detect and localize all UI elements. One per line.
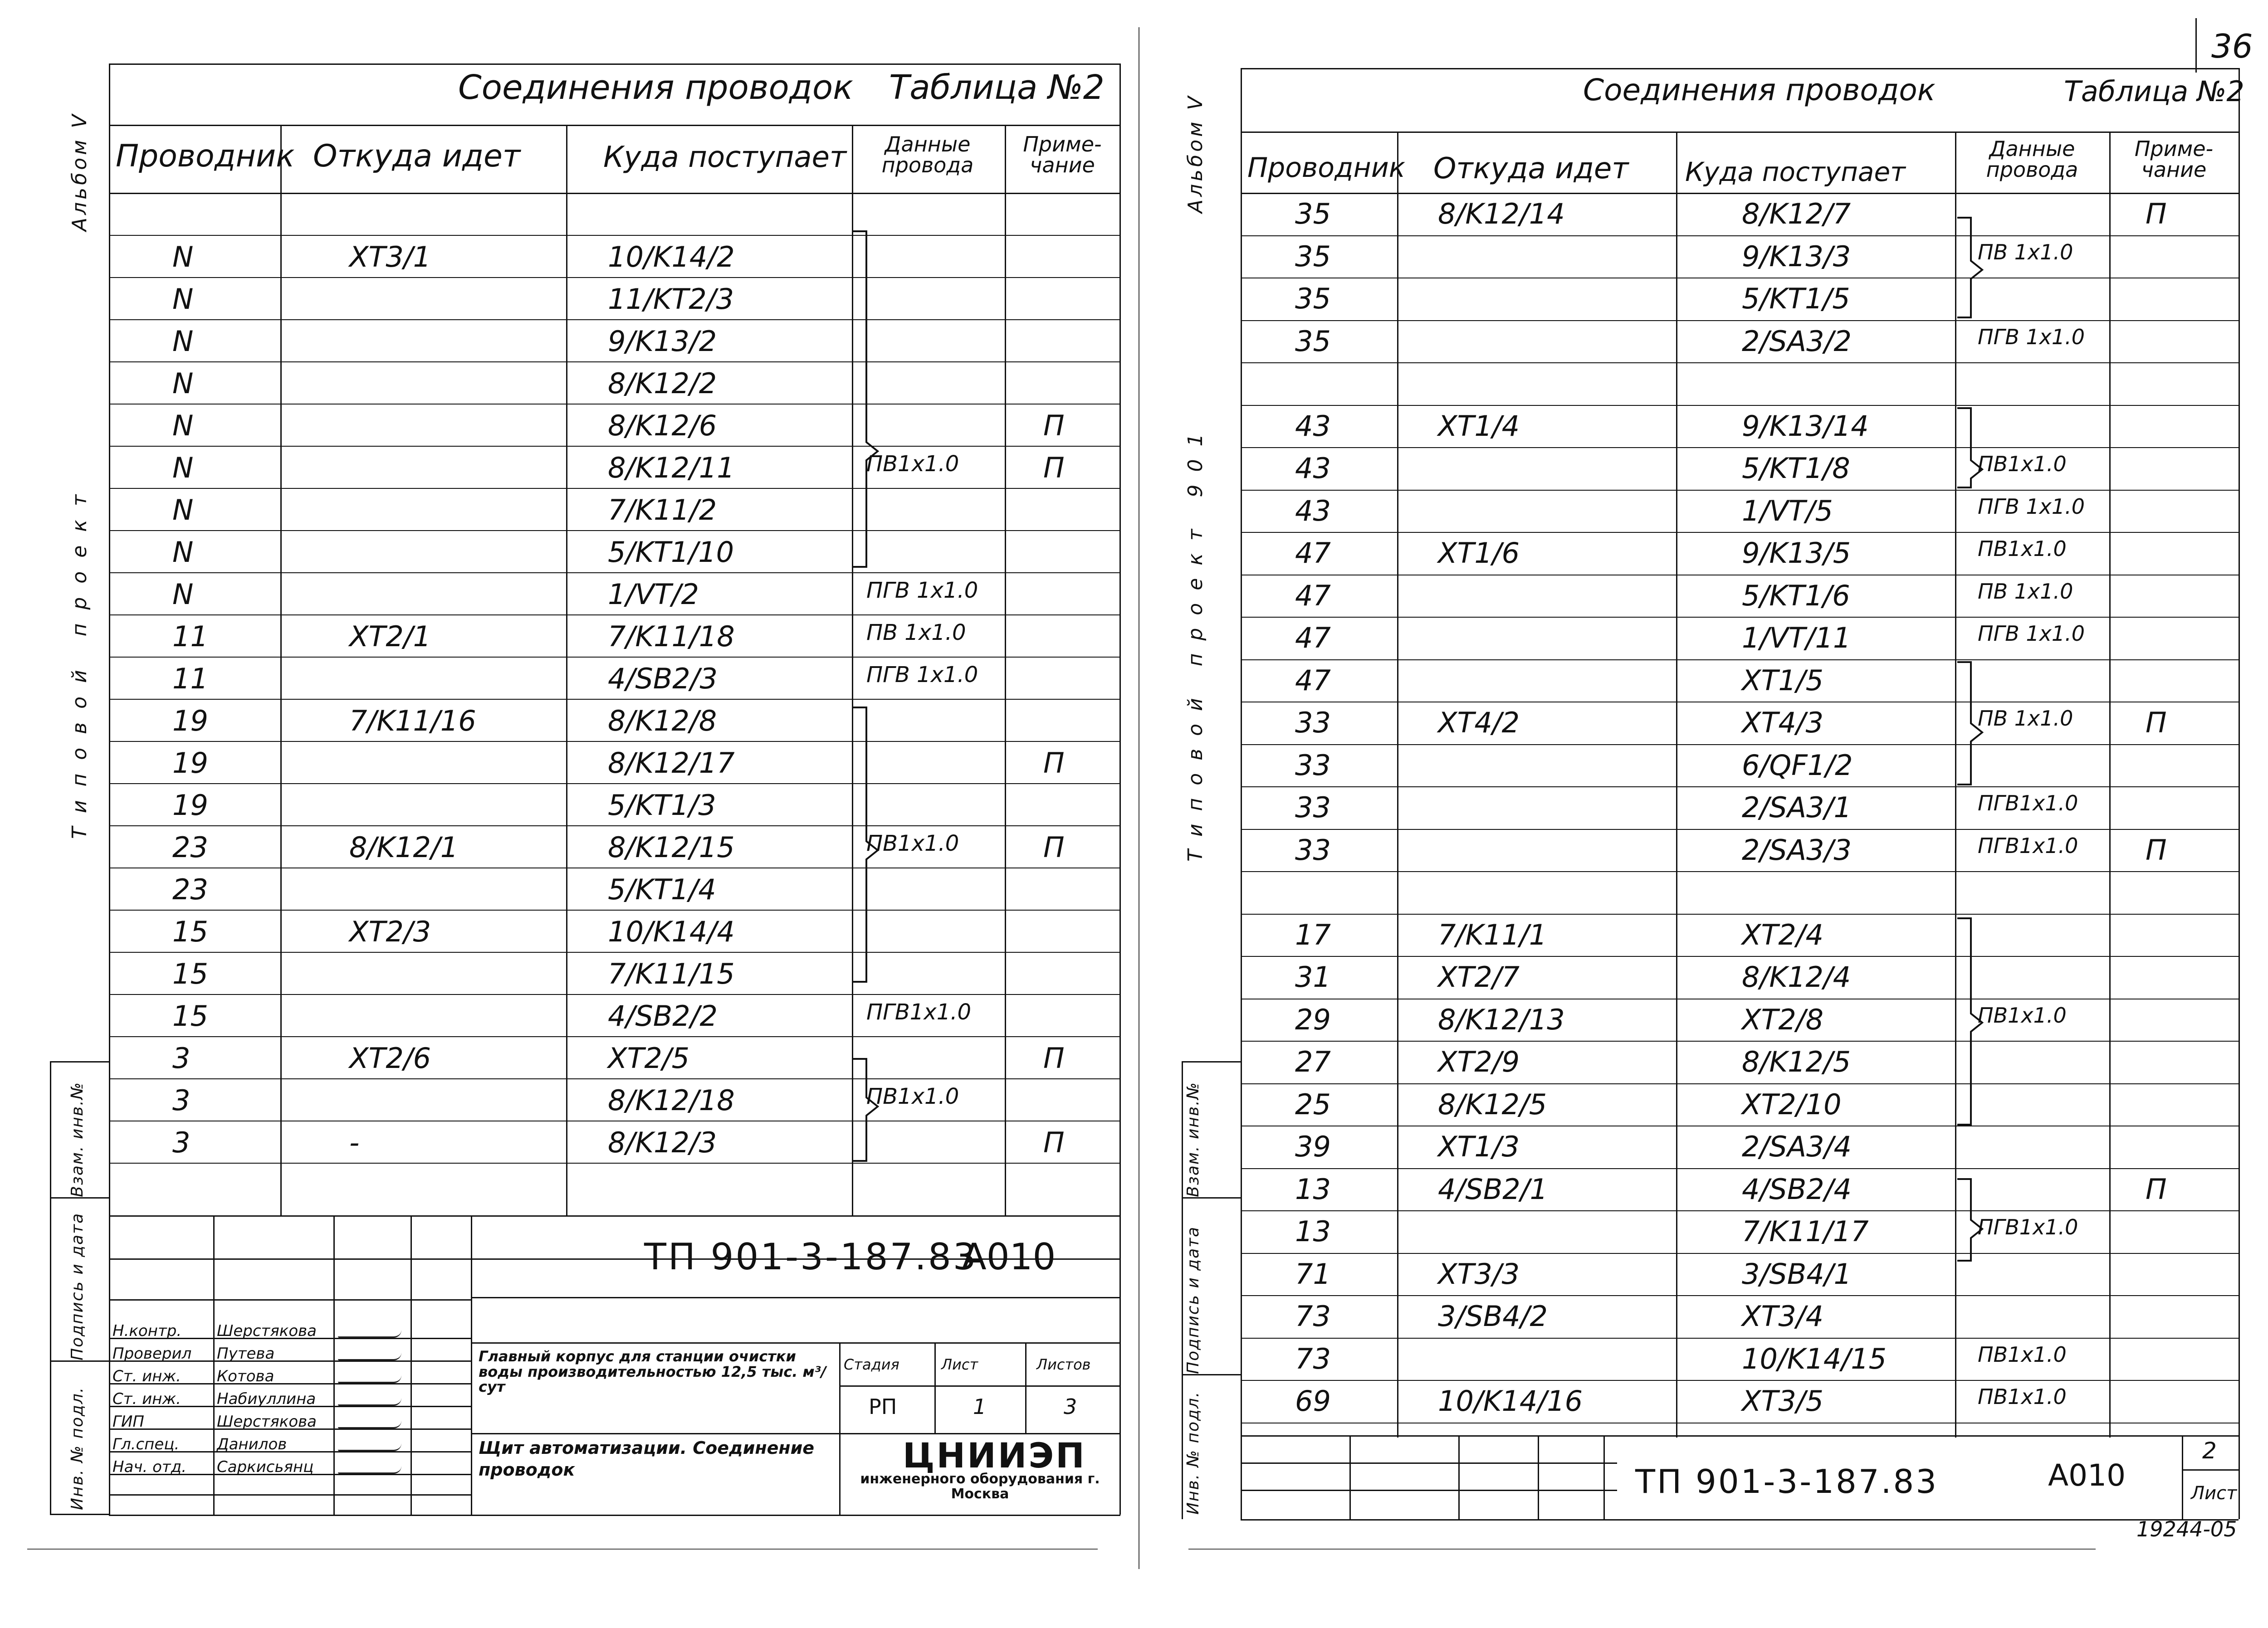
cell-to: 7/K11/2 bbox=[608, 493, 717, 526]
cell-conductor: N bbox=[172, 493, 194, 526]
cell-conductor: 11 bbox=[172, 662, 208, 695]
cell-to: 8/K12/2 bbox=[608, 367, 717, 400]
cell-to: XT4/3 bbox=[1742, 706, 1824, 739]
role-title: Проверил bbox=[112, 1345, 192, 1363]
signature-mark bbox=[338, 1443, 401, 1451]
cell-wire: ПВ 1х1.0 bbox=[866, 620, 966, 645]
cell-from: 8/K12/5 bbox=[1438, 1087, 1547, 1121]
cell-from: 7/K11/16 bbox=[349, 704, 476, 737]
cell-conductor: 27 bbox=[1295, 1045, 1331, 1078]
right-col-to: Куда поступает bbox=[1685, 156, 1906, 187]
left-drawing-code: ТП 901-3-187.83 bbox=[644, 1236, 978, 1278]
cell-conductor: 15 bbox=[172, 915, 208, 948]
cell-to: 5/KT1/3 bbox=[608, 789, 716, 822]
right-album-label: Альбом V bbox=[1184, 93, 1207, 213]
cell-conductor: 13 bbox=[1295, 1215, 1331, 1248]
cell-conductor: 19 bbox=[172, 789, 208, 822]
cell-from: - bbox=[349, 1126, 360, 1159]
cell-conductor: 39 bbox=[1295, 1130, 1331, 1163]
right-sheet-label: Лист bbox=[2191, 1483, 2237, 1504]
cell-conductor: 15 bbox=[172, 957, 208, 990]
right-stamp-vzam: Взам. инв.№ bbox=[1184, 1082, 1202, 1197]
cell-conductor: N bbox=[172, 536, 194, 569]
cell-to: 8/K12/4 bbox=[1742, 960, 1851, 994]
cell-to: 9/K13/14 bbox=[1742, 409, 1869, 443]
role-name: Шерстякова bbox=[217, 1413, 317, 1431]
cell-from: XT2/9 bbox=[1438, 1045, 1520, 1078]
left-sheet-label: Лист bbox=[941, 1356, 978, 1373]
cell-note: П bbox=[2146, 833, 2167, 867]
cell-conductor: 13 bbox=[1295, 1172, 1331, 1206]
cell-conductor: N bbox=[172, 325, 194, 358]
cell-to: 7/K11/17 bbox=[1742, 1215, 1869, 1248]
cell-to: 8/K12/5 bbox=[1742, 1045, 1851, 1078]
cell-note: П bbox=[1043, 746, 1065, 780]
cell-to: 8/K12/11 bbox=[608, 451, 735, 484]
cell-wire: ПВ1х1.0 bbox=[1978, 452, 2067, 476]
cell-conductor: 19 bbox=[172, 746, 208, 780]
cell-conductor: N bbox=[172, 409, 194, 442]
left-album-label: Альбом V bbox=[68, 112, 91, 231]
left-stage-value: РП bbox=[869, 1394, 897, 1419]
cell-to: 2/SA3/4 bbox=[1742, 1130, 1852, 1163]
cell-wire: ПГВ 1х1.0 bbox=[1978, 324, 2085, 349]
cell-wire: ПВ 1х1.0 bbox=[1978, 239, 2073, 264]
cell-to: XT2/8 bbox=[1742, 1003, 1824, 1036]
right-drawing-code: ТП 901-3-187.83 bbox=[1635, 1462, 1939, 1501]
cell-to: 8/K12/7 bbox=[1742, 197, 1851, 230]
right-table-number: Таблица №2 bbox=[2064, 75, 2244, 108]
cell-from: 8/K12/13 bbox=[1438, 1003, 1565, 1036]
cell-from: 8/K12/14 bbox=[1438, 197, 1565, 230]
cell-conductor: 35 bbox=[1295, 239, 1331, 273]
cell-to: XT2/10 bbox=[1742, 1087, 1842, 1121]
cell-from: 10/K14/16 bbox=[1438, 1384, 1583, 1418]
left-col-to: Куда поступает bbox=[603, 141, 847, 174]
signature-mark bbox=[338, 1398, 401, 1406]
signature-mark bbox=[338, 1353, 401, 1360]
left-col-conductor: Проводник bbox=[116, 138, 295, 174]
signature-mark bbox=[338, 1466, 401, 1474]
cell-conductor: 73 bbox=[1295, 1342, 1331, 1375]
cell-conductor: 47 bbox=[1295, 663, 1331, 697]
cell-wire: ПВ1х1.0 bbox=[1978, 1342, 2067, 1367]
cell-note: П bbox=[2146, 1172, 2167, 1206]
cell-to: 5/KT1/6 bbox=[1742, 579, 1850, 612]
cell-conductor: 17 bbox=[1295, 918, 1331, 951]
left-col-wire: Данные провода bbox=[881, 132, 974, 177]
cell-to: 1/VT/5 bbox=[1742, 494, 1833, 527]
role-name: Данилов bbox=[217, 1435, 287, 1453]
cell-conductor: 11 bbox=[172, 620, 208, 653]
role-title: Н.контр. bbox=[112, 1322, 182, 1340]
cell-conductor: N bbox=[172, 367, 194, 400]
left-col-note: Приме-чание bbox=[1023, 132, 1102, 177]
cell-note: П bbox=[1043, 409, 1065, 442]
right-brace-marks bbox=[1139, 0, 2268, 1628]
cell-to: 4/SB2/3 bbox=[608, 662, 718, 695]
role-name: Путева bbox=[217, 1345, 275, 1363]
left-org-name: ЦНИИЭП bbox=[903, 1435, 1086, 1476]
cell-note: П bbox=[1043, 1042, 1065, 1075]
cell-conductor: 43 bbox=[1295, 452, 1331, 485]
cell-wire: ПГВ 1х1.0 bbox=[1978, 621, 2085, 646]
cell-from: XT2/7 bbox=[1438, 960, 1520, 994]
cell-note: П bbox=[2146, 706, 2167, 739]
cell-from: XT4/2 bbox=[1438, 706, 1520, 739]
cell-conductor: 47 bbox=[1295, 621, 1331, 654]
cell-to: 4/SB2/4 bbox=[1742, 1172, 1852, 1206]
cell-from: XT1/6 bbox=[1438, 536, 1520, 570]
cell-to: 7/K11/15 bbox=[608, 957, 735, 990]
role-name: Котова bbox=[217, 1367, 274, 1385]
cell-wire: ПВ 1х1.0 bbox=[1978, 579, 2073, 604]
right-col-conductor: Проводник bbox=[1247, 152, 1405, 184]
right-sheet bbox=[1139, 0, 2268, 1628]
cell-from: XT3/1 bbox=[349, 240, 431, 273]
cell-from: XT1/4 bbox=[1438, 409, 1520, 443]
cell-to: 2/SA3/1 bbox=[1742, 791, 1852, 824]
cell-to: 5/KT1/10 bbox=[608, 536, 734, 569]
role-name: Саркисьянц bbox=[217, 1458, 314, 1476]
cell-from: XT2/3 bbox=[349, 915, 431, 948]
left-drawing-title: Щит автоматизации. Соединение проводок bbox=[479, 1438, 814, 1480]
cell-conductor: 47 bbox=[1295, 579, 1331, 612]
cell-conductor: 19 bbox=[172, 704, 208, 737]
role-name: Набиуллина bbox=[217, 1390, 316, 1408]
right-col-from: Откуда идет bbox=[1433, 152, 1629, 185]
cell-conductor: 25 bbox=[1295, 1087, 1331, 1121]
left-sheet-value: 1 bbox=[973, 1394, 987, 1419]
left-stage-label: Стадия bbox=[844, 1356, 899, 1373]
cell-conductor: 15 bbox=[172, 999, 208, 1033]
cell-to: 10/K14/15 bbox=[1742, 1342, 1887, 1375]
cell-wire: ПГВ1х1.0 bbox=[1978, 1215, 2078, 1239]
cell-from: 7/K11/1 bbox=[1438, 918, 1547, 951]
cell-from: 3/SB4/2 bbox=[1438, 1300, 1548, 1333]
cell-from: 4/SB2/1 bbox=[1438, 1172, 1548, 1206]
cell-conductor: N bbox=[172, 451, 194, 484]
left-col-from: Откуда идет bbox=[313, 138, 521, 174]
cell-wire: ПВ1х1.0 bbox=[1978, 1003, 2067, 1028]
cell-conductor: 33 bbox=[1295, 833, 1331, 867]
role-title: Ст. инж. bbox=[112, 1390, 181, 1408]
cell-to: 10/K14/4 bbox=[608, 915, 735, 948]
cell-to: 2/SA3/3 bbox=[1742, 833, 1852, 867]
cell-note: П bbox=[1043, 831, 1065, 864]
cell-conductor: 33 bbox=[1295, 706, 1331, 739]
cell-wire: ПВ1х1.0 bbox=[866, 831, 959, 856]
cell-to: 5/KT1/4 bbox=[608, 873, 716, 906]
cell-to: XT2/5 bbox=[608, 1042, 690, 1075]
role-title: ГИП bbox=[112, 1413, 144, 1431]
sheet-number: 36 bbox=[2211, 27, 2253, 65]
cell-conductor: 35 bbox=[1295, 197, 1331, 230]
cell-to: 11/KT2/3 bbox=[608, 283, 734, 316]
cell-conductor: 33 bbox=[1295, 791, 1331, 824]
left-sheet-code: А010 bbox=[962, 1236, 1056, 1278]
cell-to: 9/K13/2 bbox=[608, 325, 717, 358]
role-title: Нач. отд. bbox=[112, 1458, 187, 1476]
cell-wire: ПГВ1х1.0 bbox=[866, 999, 972, 1025]
left-org-sub: инженерного оборудования г. Москва bbox=[860, 1471, 1100, 1502]
cell-wire: ПВ1х1.0 bbox=[1978, 1384, 2067, 1409]
cell-to: 5/KT1/8 bbox=[1742, 452, 1850, 485]
right-col-wire: Данные провода bbox=[1986, 136, 2078, 182]
cell-to: 8/K12/17 bbox=[608, 746, 735, 780]
cell-to: 1/VT/11 bbox=[1742, 621, 1851, 654]
right-stamp-inv: Инв. № подл. bbox=[1184, 1391, 1202, 1515]
cell-to: XT3/5 bbox=[1742, 1384, 1824, 1418]
left-sheets-label: Листов bbox=[1036, 1356, 1091, 1373]
cell-to: 9/K13/3 bbox=[1742, 239, 1851, 273]
cell-to: 5/KT1/5 bbox=[1742, 282, 1850, 315]
left-stamp-podp: Подпись и дата bbox=[68, 1212, 87, 1360]
cell-to: XT1/5 bbox=[1742, 663, 1824, 697]
role-name: Шерстякова bbox=[217, 1322, 317, 1340]
cell-wire: ПВ1х1.0 bbox=[866, 1084, 959, 1109]
left-project-label: Типовой проект bbox=[68, 481, 91, 839]
cell-wire: ПГВ1х1.0 bbox=[1978, 791, 2078, 815]
cell-from: XT2/1 bbox=[349, 620, 431, 653]
signature-mark bbox=[338, 1330, 401, 1338]
cell-to: 8/K12/3 bbox=[608, 1126, 717, 1159]
cell-to: 9/K13/5 bbox=[1742, 536, 1851, 570]
cell-conductor: 43 bbox=[1295, 409, 1331, 443]
cell-from: XT1/3 bbox=[1438, 1130, 1520, 1163]
cell-conductor: 73 bbox=[1295, 1300, 1331, 1333]
cell-to: 6/QF1/2 bbox=[1742, 748, 1853, 782]
cell-conductor: 29 bbox=[1295, 1003, 1331, 1036]
cell-to: 8/K12/6 bbox=[608, 409, 717, 442]
cell-from: XT2/6 bbox=[349, 1042, 431, 1075]
cell-wire: ПВ1х1.0 bbox=[1978, 536, 2067, 561]
cell-conductor: 43 bbox=[1295, 494, 1331, 527]
right-sheet-code: А010 bbox=[2048, 1458, 2126, 1493]
cell-wire: ПГВ1х1.0 bbox=[1978, 833, 2078, 858]
cell-conductor: 23 bbox=[172, 873, 208, 906]
archive-number: 19244-05 bbox=[2136, 1517, 2237, 1541]
left-sheets-value: 3 bbox=[1064, 1394, 1077, 1419]
cell-wire: ПГВ 1х1.0 bbox=[866, 578, 978, 603]
cell-conductor: 35 bbox=[1295, 324, 1331, 358]
signature-mark bbox=[338, 1421, 401, 1428]
cell-note: П bbox=[1043, 451, 1065, 484]
cell-to: 1/VT/2 bbox=[608, 578, 699, 611]
cell-conductor: 23 bbox=[172, 831, 208, 864]
cell-to: 8/K12/15 bbox=[608, 831, 735, 864]
cell-conductor: 31 bbox=[1295, 960, 1331, 994]
cell-to: 10/K14/2 bbox=[608, 240, 735, 273]
left-table-number: Таблица №2 bbox=[889, 68, 1105, 107]
cell-note: П bbox=[1043, 1126, 1065, 1159]
cell-to: XT2/4 bbox=[1742, 918, 1824, 951]
cell-conductor: 3 bbox=[172, 1042, 191, 1075]
right-sheet-value: 2 bbox=[2202, 1438, 2217, 1464]
left-object-title: Главный корпус для станции очистки воды производительностью 12,5 тыс. м³/сут bbox=[479, 1348, 826, 1396]
cell-to: 2/SA3/2 bbox=[1742, 324, 1852, 358]
right-table-title: Соединения проводок bbox=[1583, 73, 1936, 107]
left-table-title: Соединения проводок bbox=[458, 68, 853, 107]
cell-to: 4/SB2/2 bbox=[608, 999, 718, 1033]
right-col-note: Приме-чание bbox=[2134, 136, 2214, 182]
cell-conductor: N bbox=[172, 240, 194, 273]
cell-to: 8/K12/18 bbox=[608, 1084, 735, 1117]
signature-mark bbox=[338, 1375, 401, 1383]
cell-conductor: N bbox=[172, 283, 194, 316]
left-stamp-inv: Инв. № подл. bbox=[68, 1386, 87, 1510]
cell-conductor: 47 bbox=[1295, 536, 1331, 570]
cell-from: 8/K12/1 bbox=[349, 831, 459, 864]
cell-wire: ПГВ 1х1.0 bbox=[866, 662, 978, 687]
cell-conductor: N bbox=[172, 578, 194, 611]
cell-to: 7/K11/18 bbox=[608, 620, 735, 653]
cell-to: 8/K12/8 bbox=[608, 704, 717, 737]
cell-conductor: 33 bbox=[1295, 748, 1331, 782]
role-title: Гл.спец. bbox=[112, 1435, 180, 1453]
cell-wire: ПВ1х1.0 bbox=[866, 451, 959, 477]
cell-conductor: 3 bbox=[172, 1084, 191, 1117]
cell-conductor: 69 bbox=[1295, 1384, 1331, 1418]
right-project-label: Типовой проект 901 bbox=[1184, 421, 1207, 862]
cell-note: П bbox=[2146, 197, 2167, 230]
right-stamp-podp: Подпись и дата bbox=[1184, 1226, 1202, 1374]
cell-to: XT3/4 bbox=[1742, 1300, 1824, 1333]
cell-conductor: 35 bbox=[1295, 282, 1331, 315]
cell-from: XT3/3 bbox=[1438, 1257, 1520, 1291]
cell-wire: ПВ 1х1.0 bbox=[1978, 706, 2073, 731]
cell-wire: ПГВ 1х1.0 bbox=[1978, 494, 2085, 519]
role-title: Ст. инж. bbox=[112, 1367, 181, 1385]
cell-to: 3/SB4/1 bbox=[1742, 1257, 1852, 1291]
cell-conductor: 3 bbox=[172, 1126, 191, 1159]
left-stamp-vzam: Взам. инв.№ bbox=[68, 1082, 87, 1197]
cell-conductor: 71 bbox=[1295, 1257, 1331, 1291]
